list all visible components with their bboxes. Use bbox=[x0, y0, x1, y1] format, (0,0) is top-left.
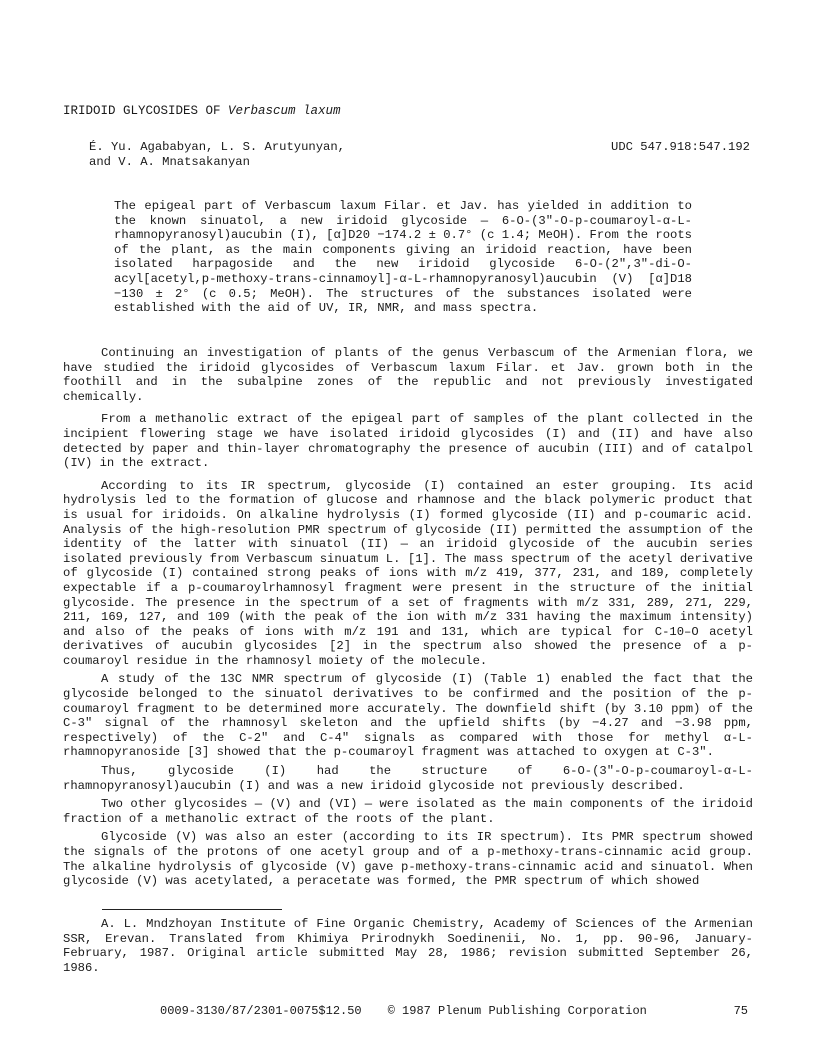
article-body bbox=[63, 346, 753, 893]
udc-code: UDC 547.918:547.192 bbox=[611, 140, 750, 154]
footnote-rule bbox=[102, 909, 282, 910]
body-paragraph-4: A study of the 13C NMR spectrum of glycoside (I) (Table 1) enabled the fact that the glycoside belonged to the sinuatol derivatives to be confirmed and the position of the p-coumaroyl fragment to be determined more accurately. The downfield shift (by 3.10 ppm) of the C-3" signal of the rhamnosyl skeleton and the upfield shifts (by −4.27 and −3.98 ppm, respectively) of the C-2" and C-4" signals as compared with those for methyl α-L-rhamnopyranoside [3] showed that the p-coumaroyl fragment was attached to oxygen at C-3". bbox=[63, 672, 753, 760]
body-paragraph-5: Thus, glycoside (I) had the structure of 6-O-(3"-O-p-coumaroyl-α-L-rhamnopyranosyl)aucubin (I) and was a new iridoid glycoside not previously described. bbox=[63, 764, 753, 793]
footnote: A. L. Mndzhoyan Institute of Fine Organic Chemistry, Academy of Sciences of the Armenian SSR, Erevan. Translated from Khimiya Prirodnykh Soedinenii, No. 1, pp. 90-96, January-February, 1987. Original article submitted May 28, 1986; revision submitted September 26, 1986. bbox=[63, 917, 753, 975]
title-species: Verbascum laxum bbox=[228, 104, 341, 118]
authors-line-1: É. Yu. Agababyan, L. S. Arutyunyan, bbox=[89, 140, 345, 154]
article-title bbox=[63, 104, 341, 119]
authors bbox=[89, 140, 345, 169]
body-paragraph-1: Continuing an investigation of plants of the genus Verbascum of the Armenian flora, we have studied the iridoid glycosides of Verbascum laxum Filar. et Jav. grown both in the foothill and in the subalpine zones of the republic and not previously investigated chemically. bbox=[63, 346, 753, 404]
title-prefix: IRIDOID GLYCOSIDES OF bbox=[63, 104, 229, 118]
body-paragraph-3: According to its IR spectrum, glycoside (I) contained an ester grouping. Its acid hydrolysis led to the formation of glucose and rhamnose and the black polymeric product that is usual for iridoids. On alkaline hydrolysis (I) formed glycoside (II) and p-coumaric acid. Analysis of the high-resolution PMR spectrum of glycoside (II) permitted the assumption of the identity of the latter with sinuatol (II) — an iridoid glycoside of the aucubin series isolated previously from Verbascum sinuatum L. [1]. The mass spectrum of the acetyl derivative of glycoside (I) contained strong peaks of ions with m/z 419, 377, 231, and 189, completely expectable if a p-coumaroylrhamnosyl fragment were present in the structure of the initial glycoside. The presence in the spectrum of a set of fragments with m/z 331, 289, 271, 229, 211, 169, 127, and 109 (with the peak of the ion with m/z 331 having the maximum intensity) and also of the peaks of ions with m/z 191 and 131, which are typical for C-10–O acetyl derivatives of aucubin glycosides [2] in the spectrum also showed the presence of a p-coumaroyl residue in the rhamnosyl moiety of the molecule. bbox=[63, 478, 753, 668]
body-paragraph-6: Two other glycosides — (V) and (VI) — were isolated as the main components of the iridoid fraction of a methanolic extract of the roots of the plant. bbox=[63, 797, 753, 826]
issn-price: 0009-3130/87/2301-0075$12.50 bbox=[160, 1004, 362, 1018]
authors-line-2: and V. A. Mnatsakanyan bbox=[89, 154, 250, 169]
copyright: © 1987 Plenum Publishing Corporation bbox=[387, 1004, 647, 1018]
body-paragraph-7: Glycoside (V) was also an ester (according to its IR spectrum). Its PMR spectrum showed the signals of the protons of one acetyl group and of a p-methoxy-trans-cinnamic acid group. The alkaline hydrolysis of glycoside (V) gave p-methoxy-trans-cinnamic acid and sinuatol. When glycoside (V) was acetylated, a peracetate was formed, the PMR spectrum of which showed bbox=[63, 830, 753, 889]
page-footer bbox=[160, 1004, 647, 1019]
abstract: The epigeal part of Verbascum laxum Filar. et Jav. has yielded in addition to the known sinuatol, a new iridoid glycoside — 6-O-(3"-O-p-coumaroyl-α-L-rhamnopyranosyl)aucubin (I), [α]D20 −174.2 ± 0.7° (c 1.4; MeOH). From the roots of the plant, as the main components giving an iridoid reaction, have been isolated harpagoside and the new iridoid glycoside 6-O-(2",3"-di-O-acyl[acetyl,p-methoxy-trans-cinnamoyl]-α-L-rhamnopyranosyl)aucubin (V) [α]D18 −130 ± 2° (c 0.5; MeOH). The structures of the substances isolated were established with the aid of UV, IR, NMR, and mass spectra. bbox=[114, 199, 692, 316]
body-paragraph-2: From a methanolic extract of the epigeal part of samples of the plant collected in the incipient flowering stage we have isolated iridoid glycosides (I) and (II) and have also detected by paper and thin-layer chromatography the presence of aucubin (III) and of catalpol (IV) in the extract. bbox=[63, 412, 753, 471]
page-number: 75 bbox=[733, 1004, 748, 1018]
